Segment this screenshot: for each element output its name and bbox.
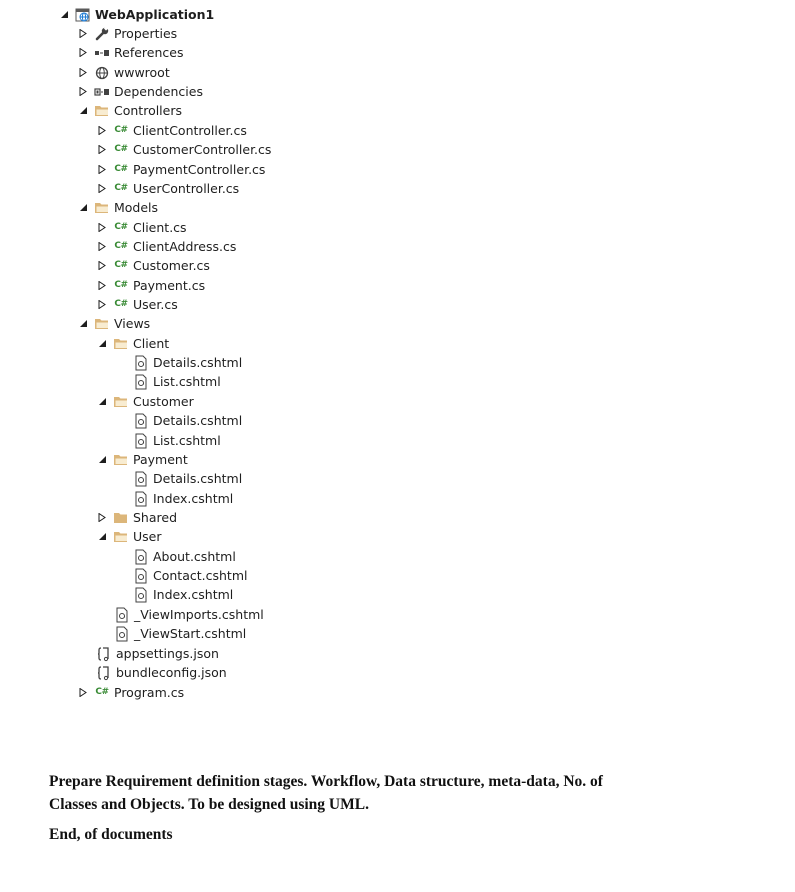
tree-node-shared-views-folder[interactable]: Shared [95,508,177,527]
requirements-line-2: Classes and Objects. To be designed using UML. [49,796,369,813]
collapsed-arrow-icon[interactable] [95,182,109,196]
tree-node-payment-views-folder[interactable]: Payment [95,450,188,469]
open-folder-icon [113,394,129,410]
csharp-file-icon: C# [114,241,128,251]
tree-node-cshtml-file[interactable]: Contact.cshtml [133,566,247,585]
tree-node-json-file[interactable]: appsettings.json [96,644,219,663]
razor-file-icon [133,413,149,429]
tree-node-user-views-folder[interactable]: User [95,527,162,546]
tree-node-cshtml-file[interactable]: Details.cshtml [133,469,242,488]
tree-node-models-folder[interactable]: Models [76,198,158,217]
tree-node-dependencies[interactable]: Dependencies [76,82,203,101]
csharp-file-icon: C# [114,144,128,154]
razor-file-icon [133,568,149,584]
collapsed-arrow-icon[interactable] [95,279,109,293]
tree-node-references[interactable]: References [76,43,183,62]
collapsed-arrow-icon[interactable] [76,85,90,99]
tree-node-views-folder[interactable]: Views [76,314,150,333]
project-name: WebApplication1 [95,7,215,22]
razor-file-icon [133,549,149,565]
tree-node-controller-file[interactable]: C# UserController.cs [95,179,239,198]
expanded-arrow-icon[interactable] [95,453,109,467]
expanded-arrow-icon[interactable] [57,8,71,22]
razor-file-icon [133,471,149,487]
tree-node-controller-file[interactable]: C# CustomerController.cs [95,140,271,159]
requirements-paragraph [49,770,749,816]
csharp-file-icon: C# [114,222,128,232]
expanded-arrow-icon[interactable] [76,104,90,118]
open-folder-icon [94,316,110,332]
tree-node-root[interactable] [57,5,214,24]
collapsed-arrow-icon[interactable] [95,298,109,312]
csharp-file-icon: C# [114,280,128,290]
tree-node-customer-views-folder[interactable]: Customer [95,392,194,411]
collapsed-arrow-icon[interactable] [95,143,109,157]
tree-node-cshtml-file[interactable]: About.cshtml [133,547,236,566]
expanded-arrow-icon[interactable] [95,395,109,409]
open-folder-icon [113,452,129,468]
collapsed-arrow-icon[interactable] [95,240,109,254]
csharp-file-icon: C# [114,183,128,193]
tree-node-cshtml-file[interactable]: Details.cshtml [133,411,242,430]
tree-node-wwwroot[interactable]: wwwroot [76,63,170,82]
json-file-icon [96,646,112,662]
razor-file-icon [114,607,130,623]
tree-node-cshtml-file[interactable]: List.cshtml [133,431,221,450]
collapsed-arrow-icon[interactable] [95,124,109,138]
collapsed-arrow-icon[interactable] [95,511,109,525]
globe-icon [94,65,110,81]
csharp-file-icon: C# [114,164,128,174]
tree-node-cshtml-file[interactable]: Index.cshtml [133,489,233,508]
tree-node-cshtml-file[interactable]: _ViewImports.cshtml [114,605,264,624]
razor-file-icon [133,587,149,603]
razor-file-icon [114,626,130,642]
tree-node-model-file[interactable]: C# Payment.cs [95,276,205,295]
tree-node-controller-file[interactable]: C# PaymentController.cs [95,160,265,179]
references-icon [94,45,110,61]
csharp-file-icon: C# [114,260,128,270]
razor-file-icon [133,433,149,449]
tree-node-model-file[interactable]: C# Customer.cs [95,256,210,275]
expanded-arrow-icon[interactable] [76,317,90,331]
expanded-arrow-icon[interactable] [76,201,90,215]
expanded-arrow-icon[interactable] [95,337,109,351]
collapsed-arrow-icon[interactable] [76,46,90,60]
folder-icon [113,510,129,526]
collapsed-arrow-icon[interactable] [95,221,109,235]
collapsed-arrow-icon[interactable] [95,163,109,177]
tree-node-cshtml-file[interactable]: _ViewStart.cshtml [114,624,246,643]
collapsed-arrow-icon[interactable] [95,259,109,273]
collapsed-arrow-icon[interactable] [76,686,90,700]
requirements-line-1: Prepare Requirement definition stages. Workflow, Data structure, meta-data, No. of [49,773,603,790]
dependencies-icon [94,84,110,100]
open-folder-icon [113,336,129,352]
tree-node-model-file[interactable]: C# Client.cs [95,218,187,237]
open-folder-icon [94,200,110,216]
tree-node-controller-file[interactable]: C# ClientController.cs [95,121,247,140]
collapsed-arrow-icon[interactable] [76,66,90,80]
razor-file-icon [133,355,149,371]
expanded-arrow-icon[interactable] [95,530,109,544]
tree-node-cshtml-file[interactable]: List.cshtml [133,372,221,391]
tree-node-properties[interactable]: Properties [76,24,177,43]
open-folder-icon [113,529,129,545]
tree-node-cshtml-file[interactable]: Index.cshtml [133,585,233,604]
web-project-icon [75,7,91,23]
open-folder-icon [94,103,110,119]
wrench-icon [94,26,110,42]
tree-node-client-views-folder[interactable]: Client [95,334,169,353]
csharp-file-icon: C# [114,125,128,135]
razor-file-icon [133,491,149,507]
tree-node-program-file[interactable]: C# Program.cs [76,683,184,702]
tree-node-json-file[interactable]: bundleconfig.json [96,663,227,682]
json-file-icon [96,665,112,681]
tree-node-model-file[interactable]: C# User.cs [95,295,178,314]
end-of-document-text: End, of documents [49,826,173,843]
tree-node-cshtml-file[interactable]: Details.cshtml [133,353,242,372]
tree-node-controllers-folder[interactable]: Controllers [76,101,182,120]
razor-file-icon [133,374,149,390]
tree-node-model-file[interactable]: C# ClientAddress.cs [95,237,236,256]
collapsed-arrow-icon[interactable] [76,27,90,41]
csharp-file-icon: C# [95,687,109,697]
csharp-file-icon: C# [114,299,128,309]
